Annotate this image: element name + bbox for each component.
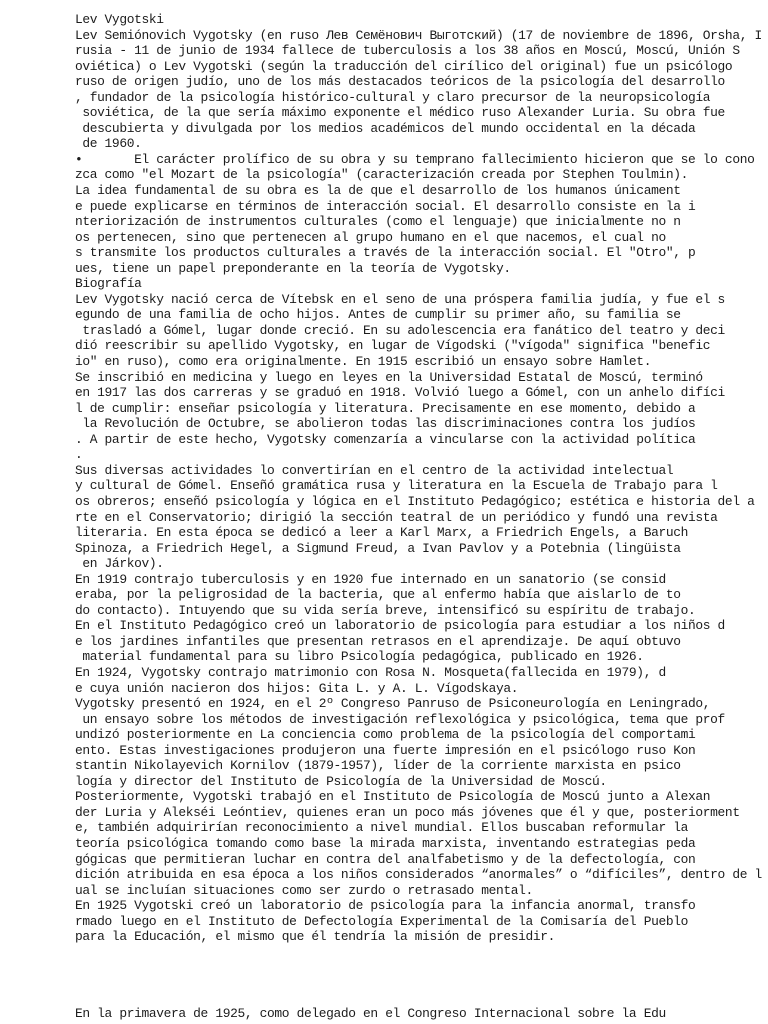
text-line: Spinoza, a Friedrich Hegel, a Sigmund Freud, a Ivan Pavlov y a Potebnia (lingüista <box>75 540 681 556</box>
text-line: io" en ruso), como era originalmente. En 1915 escribió un ensayo sobre Hamlet. <box>75 354 652 370</box>
text-line: s transmite los productos culturales a través de la interacción social. El "Otro", p <box>75 245 696 261</box>
text-line: un ensayo sobre los métodos de investigación reflexológica y psicológica, tema que prof <box>75 711 725 727</box>
text-line: En 1919 contrajo tuberculosis y en 1920 fue internado en un sanatorio (se consid <box>75 571 666 587</box>
text-line: ento. Estas investigaciones produjeron una fuerte impresión en el psicólogo ruso Kon <box>75 742 696 758</box>
text-line: rmado luego en el Instituto de Defectología Experimental de la Comisaría del Pueblo <box>75 913 689 929</box>
text-line: • El carácter prolífico de su obra y su temprano fallecimiento hicieron que se lo cono <box>75 151 755 167</box>
text-line: para la Educación, el mismo que él tendría la misión de presidir. <box>75 929 556 945</box>
text-line: egundo de una familia de ocho hijos. Antes de cumplir su primer año, su familia se <box>75 307 681 323</box>
text-line: Posteriormente, Vygotski trabajó en el Instituto de Psicología de Moscú junto a Alexan <box>75 789 711 805</box>
text-line: e cuya unión nacieron dos hijos: Gita L. y A. L. Vígodskaya. <box>75 680 519 696</box>
text-line: en 1917 las dos carreras y se graduó en 1918. Volvió luego a Gómel, con un anhelo difíci <box>75 385 725 401</box>
text-line: trasladó a Gómel, lugar donde creció. En su adolescencia era fanático del teatro y deci <box>75 322 725 338</box>
text-line: do contacto). Intuyendo que su vida sería breve, intensificó su espíritu de trabajo. <box>75 602 696 618</box>
text-line: e los jardines infantiles que presentan retrasos en el aprendizaje. De aquí obtuvo <box>75 633 681 649</box>
text-line: Lev Vygotsky nació cerca de Vítebsk en el seno de una próspera familia judía, y fue el s <box>75 291 725 307</box>
text-line: teoría psicológica tomando como base la mirada marxista, inventando estrategias peda <box>75 835 696 851</box>
text-line: La idea fundamental de su obra es la de que el desarrollo de los humanos únicament <box>75 183 681 199</box>
text-line: e, también adquirirían reconocimiento a nivel mundial. Ellos buscaban reformular la <box>75 820 689 836</box>
text-line: En el Instituto Pedagógico creó un laboratorio de psicología para estudiar a los niños d <box>75 618 725 634</box>
text-line: gógicas que permitieran luchar en contra del analfabetismo y de la defectología, con <box>75 851 696 867</box>
section-heading-biografia: Biografía <box>75 276 142 292</box>
text-line: ues, tiene un papel preponderante en la teoría de Vygotsky. <box>75 260 511 276</box>
text-line: ual se incluían situaciones como ser zurdo o retrasado mental. <box>75 882 533 898</box>
text-line: rusia - 11 de junio de 1934 fallece de tuberculosis a los 38 años en Moscú, Moscú, Unión S <box>75 43 740 59</box>
text-line: . A partir de este hecho, Vygotsky comenzaría a vincularse con la actividad política <box>75 431 696 447</box>
text-line: literaria. En esta época se dedicó a leer a Karl Marx, a Friedrich Engels, a Baruch <box>75 525 689 541</box>
document-title: Lev Vygotski <box>75 12 164 27</box>
text-line: oviética) o Lev Vygotski (según la traducción del cirílico del original) fue un psicólogo <box>75 58 733 74</box>
text-line: En 1924, Vygotsky contrajo matrimonio con Rosa N. Mosqueta(fallecida en 1979), d <box>75 664 666 680</box>
text-line: Se inscribió en medicina y luego en leyes en la Universidad Estatal de Moscú, terminó <box>75 369 703 385</box>
text-line: ruso de origen judío, uno de los más destacados teóricos de la psicología del desarrollo <box>75 74 725 90</box>
text-line: en Járkov). <box>75 556 164 572</box>
text-line: undizó posteriormente en La conciencia como problema de la psicología del comportami <box>75 727 696 743</box>
text-line: dición atribuida en esa época a los niños considerados “anormales” o “difíciles”, dentro de l <box>75 867 762 883</box>
text-line: de 1960. <box>75 136 142 152</box>
text-line: nteriorización de instrumentos culturales (como el lenguaje) que inicialmente no n <box>75 214 681 230</box>
text-line: e puede explicarse en términos de interacción social. El desarrollo consiste en la i <box>75 198 696 214</box>
text-line: zca como "el Mozart de la psicología" (caracterización creada por Stephen Toulmin). <box>75 167 689 183</box>
text-line: l de cumplir: enseñar psicología y literatura. Precisamente en ese momento, debido a <box>75 400 696 416</box>
text-line: , fundador de la psicología histórico-cultural y claro precursor de la neuropsicología <box>75 89 711 105</box>
text-line: la Revolución de Octubre, se abolieron todas las discriminaciones contra los judíos <box>75 416 696 432</box>
text-line: os pertenecen, sino que pertenecen al grupo humano en el que nacemos, el cual no <box>75 229 666 245</box>
text-line: os obreros; enseñó psicología y lógica en el Instituto Pedagógico; estética e historia del a <box>75 493 755 509</box>
text-line: . <box>75 447 83 463</box>
text-line: Sus diversas actividades lo convertirían en el centro de la actividad intelectual <box>75 462 674 478</box>
document-tail-line: En la primavera de 1925, como delegado en el Congreso Internacional sobre la Edu <box>75 1006 666 1021</box>
text-line: Vygotsky presentó en 1924, en el 2º Congreso Panruso de Psiconeurología en Leningrado, <box>75 696 711 712</box>
text-line: descubierta y divulgada por los medios académicos del mundo occidental en la década <box>75 120 696 136</box>
text-line: soviética, de la que sería máximo exponente el médico ruso Alexander Luria. Su obra fue <box>75 105 725 121</box>
document-body <box>75 12 762 945</box>
text-line: logía y director del Instituto de Psicología de la Universidad de Moscú. <box>75 773 607 789</box>
text-line: Lev Semiónovich Vygotsky (en ruso Лев Семёнович Выготский) (17 de noviembre de 1896, Orsha, I <box>75 27 762 43</box>
text-line: material fundamental para su libro Psicología pedagógica, publicado en 1926. <box>75 649 644 665</box>
text-line: rte en el Conservatorio; dirigió la sección teatral de un periódico y fundó una revista <box>75 509 718 525</box>
text-line: dió reescribir su apellido Vygotsky, en lugar de Vígodski ("vígoda" significa "benefic <box>75 338 711 354</box>
text-line: y cultural de Gómel. Enseñó gramática rusa y literatura en la Escuela de Trabajo para l <box>75 478 718 494</box>
text-line: eraba, por la peligrosidad de la bacteria, que al enfermo había que aislarlo de to <box>75 587 681 603</box>
text-line: der Luria y Alekséi Leóntiev, quienes eran un poco más jóvenes que él y que, posteriorment <box>75 804 740 820</box>
text-line: stantin Nikolayevich Kornilov (1879-1957), líder de la corriente marxista en psico <box>75 758 681 774</box>
text-line: En 1925 Vygotski creó un laboratorio de psicología para la infancia anormal, transfo <box>75 898 696 914</box>
